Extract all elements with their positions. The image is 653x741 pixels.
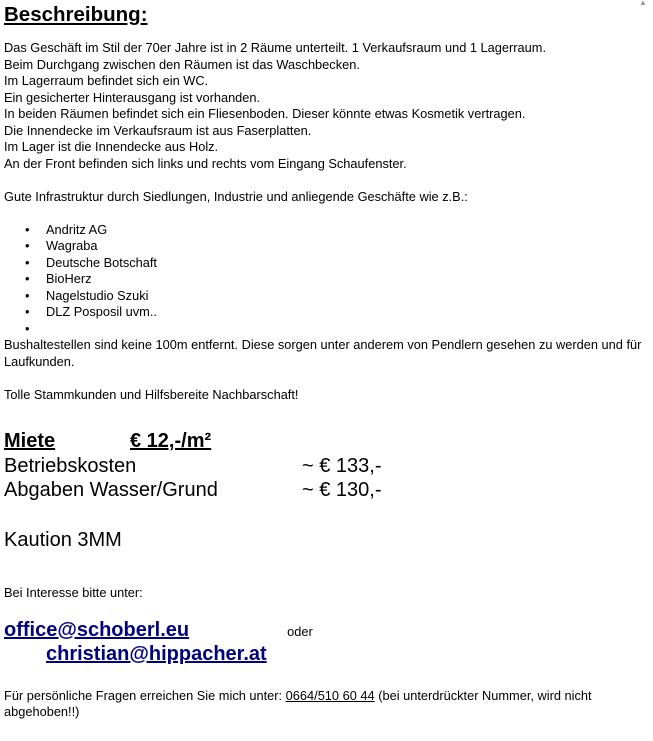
operating-costs-value: ~ € 133,- (302, 454, 382, 477)
page-heading: Beschreibung: (4, 3, 148, 26)
description-line: Im Lager ist die Innendecke aus Holz. (4, 139, 219, 154)
deposit: Kaution 3MM (4, 528, 122, 551)
bullet-icon: • (25, 271, 30, 286)
neighbors-text: Tolle Stammkunden und Hilfsbereite Nachbarschaft! (4, 386, 299, 402)
interest-text: Bei Interesse bitte unter: (4, 585, 143, 600)
rent-label: Miete (4, 430, 56, 452)
description-line: Das Geschäft im Stil der 70er Jahre ist in 2 Räume unterteilt. 1 Verkaufsraum und 1 Lagerraum. (4, 40, 546, 55)
list-item: • Deutsche Botschaft (25, 254, 157, 270)
bullet-icon: • (25, 304, 30, 319)
description-line: An der Front befinden sich links und rechts vom Eingang Schaufenster. (4, 155, 407, 171)
fees-value: ~ € 130,- (302, 479, 382, 501)
description-line: In beiden Räumen befindet sich ein Fliesenboden. Dieser könnte etwas Kosmetik vertragen. (4, 106, 526, 121)
rent-row (4, 429, 644, 454)
list-item: • Wagraba (25, 238, 98, 253)
description-line: Im Lagerraum befindet sich ein WC. (4, 73, 209, 88)
listing-document (4, 0, 644, 721)
business-list (4, 222, 644, 338)
list-item: • Nagelstudio Szuki (25, 287, 149, 303)
scroll-up-arrow-icon[interactable]: ▲ (639, 0, 647, 7)
description-block (4, 40, 644, 172)
email-link-christian[interactable]: christian@hippacher.at (46, 642, 267, 665)
description-line: Die Innendecke im Verkaufsraum ist aus Faserplatten. (4, 122, 312, 138)
bullet-icon: • (25, 238, 30, 253)
bus-text: Bushaltestellen sind keine 100m entfernt. Diese sorgen unter anderem von Pendlern gesehen zu werden und für Laufkunden. (4, 337, 642, 369)
fees-label: Abgaben Wasser/Grund (4, 479, 218, 501)
description-line: Beim Durchgang zwischen den Räumen ist das Waschbecken. (4, 56, 360, 72)
bullet-icon: • (25, 320, 30, 336)
email-row (4, 618, 644, 642)
bullet-icon: • (25, 221, 30, 237)
operating-costs-label: Betriebskosten (4, 454, 137, 477)
bullet-icon: • (25, 287, 30, 303)
list-item: • DLZ Posposil uvm.. (25, 304, 157, 319)
phone-number-link[interactable]: 0664/510 60 44 (285, 687, 375, 703)
fees-row (4, 478, 644, 503)
rent-value: € 12,-/m² (130, 430, 212, 452)
bullet-icon: • (25, 254, 30, 270)
list-item: • BioHerz (25, 271, 92, 286)
list-item: • Andritz AG (25, 221, 108, 237)
operating-costs-row (4, 454, 644, 479)
or-text: oder (287, 623, 313, 639)
phone-text: Für persönliche Fragen erreichen Sie mich unter: 0664/510 60 44 (bei unterdrückter Nummer, wird nicht abgehoben!!) (4, 687, 592, 719)
email-link-office[interactable]: office@schoberl.eu (4, 618, 190, 641)
list-item (4, 321, 644, 338)
infrastructure-intro: Gute Infrastruktur durch Siedlungen, Industrie und anliegende Geschäfte wie z.B.: (4, 188, 468, 204)
description-line: Ein gesicherter Hinterausgang ist vorhanden. (4, 89, 261, 105)
